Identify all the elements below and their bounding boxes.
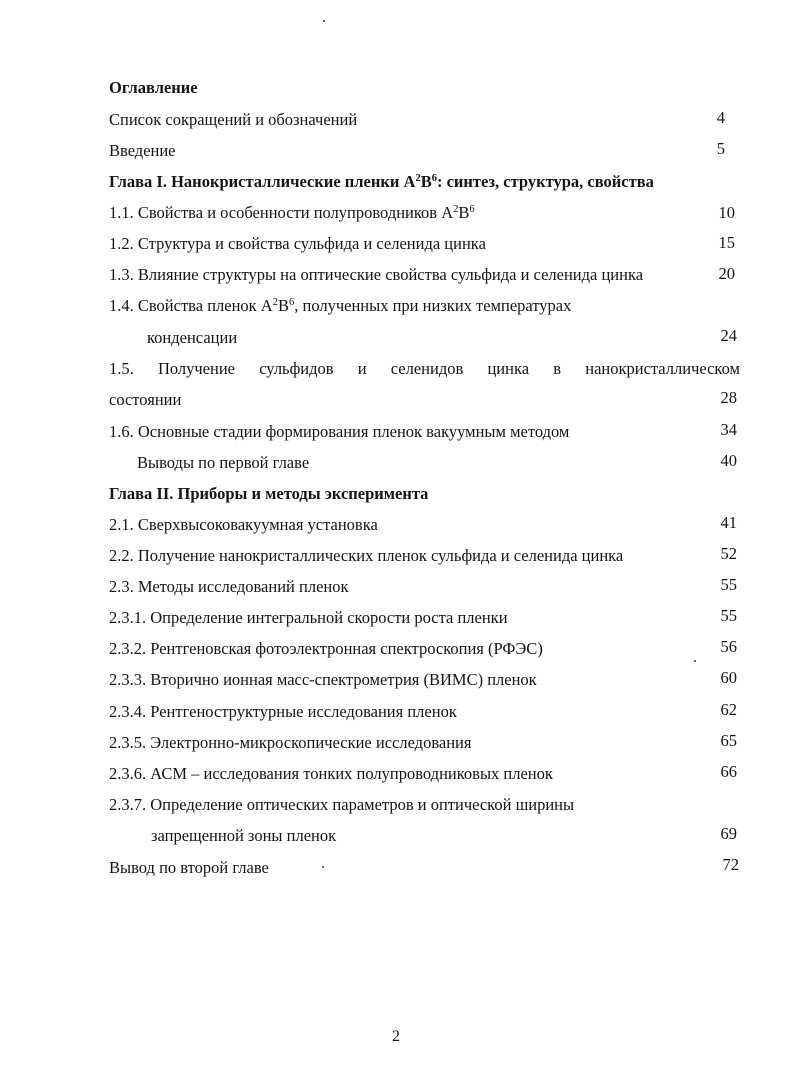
toc-entry-page: 69 bbox=[720, 824, 737, 843]
toc-entry-page: 4 bbox=[716, 108, 725, 127]
toc-entry-text: Введение bbox=[109, 141, 176, 160]
chapter-heading-text: B bbox=[420, 172, 432, 191]
toc-entry-text: Выводы по первой главе bbox=[137, 453, 310, 472]
superscript: 6 bbox=[469, 204, 475, 215]
toc-entry-text: Список сокращений и обозначений bbox=[109, 110, 358, 129]
toc-entry-page: 60 bbox=[720, 668, 737, 687]
toc-entry-text: 2.3.6. АСМ – исследования тонких полупроводниковых пленок bbox=[109, 764, 553, 783]
chapter-heading bbox=[109, 172, 654, 192]
toc-entry-text: 2.3.4. Рентгеноструктурные исследования пленок bbox=[109, 702, 457, 721]
toc-entry-page: 55 bbox=[720, 606, 737, 625]
toc-entry-continuation: состоянии bbox=[109, 390, 182, 409]
toc-entry-text-part: 1.1. Свойства и особенности полупроводников A bbox=[109, 203, 454, 222]
toc-entry-text: 1.3. Влияние структуры на оптические свойства сульфида и селенида цинка bbox=[109, 265, 644, 284]
toc-entry-page: 5 bbox=[716, 139, 725, 158]
toc-entry-continuation: запрещенной зоны пленок bbox=[151, 826, 337, 845]
toc-entry-page: 55 bbox=[720, 575, 737, 594]
superscript: 2 bbox=[453, 204, 459, 215]
toc-entry-page: 52 bbox=[720, 544, 737, 563]
toc-entry-page: 15 bbox=[718, 233, 735, 252]
toc-entry-text: 1.2. Структура и свойства сульфида и селенида цинка bbox=[109, 234, 486, 253]
toc-entry-text bbox=[109, 203, 475, 223]
toc-entry-page: 34 bbox=[720, 420, 737, 439]
toc-title: Оглавление bbox=[109, 78, 198, 97]
toc-entry-page: 24 bbox=[720, 326, 737, 345]
superscript: 2 bbox=[415, 173, 421, 184]
toc-entry-text: 1.6. Основные стадии формирования пленок вакуумным методом bbox=[109, 422, 570, 441]
scan-speck bbox=[323, 20, 325, 22]
toc-entry-page: 40 bbox=[720, 451, 737, 470]
toc-entry-text: 2.1. Сверхвысоковакуумная установка bbox=[109, 515, 378, 534]
toc-entry-text: 1.5. Получение сульфидов и селенидов цинка в нанокристаллическом bbox=[109, 359, 740, 378]
superscript: 6 bbox=[289, 297, 295, 308]
toc-entry-text: 2.3.7. Определение оптических параметров и оптической ширины bbox=[109, 795, 575, 814]
toc-entry-text-part: 1.4. Свойства пленок A bbox=[109, 296, 273, 315]
toc-entry-continuation: конденсации bbox=[147, 328, 238, 347]
toc-entry-text-part: B bbox=[277, 296, 289, 315]
toc-entry-page: 10 bbox=[718, 203, 735, 222]
toc-entry-page: 56 bbox=[720, 637, 737, 656]
toc-entry-text: 2.3.5. Электронно-микроскопические исследования bbox=[109, 733, 472, 752]
toc-entry-page: 66 bbox=[720, 762, 737, 781]
chapter-heading-text: : синтез, структура, свойства bbox=[436, 172, 654, 191]
toc-entry-text: 2.3.3. Вторично ионная масс-спектрометрия (ВИМС) пленок bbox=[109, 670, 537, 689]
toc-entry-page: 62 bbox=[720, 700, 737, 719]
toc-entry-text: 2.2. Получение нанокристаллических пленок сульфида и селенида цинка bbox=[109, 546, 624, 565]
toc-entry-page: 65 bbox=[720, 731, 737, 750]
toc-entry-text: Вывод по второй главе bbox=[109, 858, 269, 877]
toc-entry-page: 72 bbox=[722, 855, 739, 874]
superscript: 2 bbox=[272, 297, 278, 308]
toc-entry-page: 28 bbox=[720, 388, 737, 407]
toc-entry-text: 2.3.1. Определение интегральной скорости роста пленки bbox=[109, 608, 508, 627]
toc-entry-text: 2.3.2. Рентгеновская фотоэлектронная спектроскопия (РФЭС) bbox=[109, 639, 543, 658]
toc-entry-page: 20 bbox=[718, 264, 735, 283]
toc-entry-text bbox=[109, 296, 571, 316]
toc-entry-text-part: , полученных при низких температурах bbox=[294, 296, 572, 315]
superscript: 6 bbox=[431, 173, 437, 184]
page-number: 2 bbox=[392, 1028, 400, 1045]
chapter-heading: Глава II. Приборы и методы эксперимента bbox=[109, 484, 429, 503]
scan-speck bbox=[322, 866, 324, 868]
chapter-heading-text: Глава I. Нанокристаллические пленки A bbox=[109, 172, 416, 191]
toc-entry-text: 2.3. Методы исследований пленок bbox=[109, 577, 349, 596]
toc-entry-text-part: B bbox=[458, 203, 470, 222]
scan-speck bbox=[694, 660, 696, 662]
toc-entry-page: 41 bbox=[720, 513, 737, 532]
